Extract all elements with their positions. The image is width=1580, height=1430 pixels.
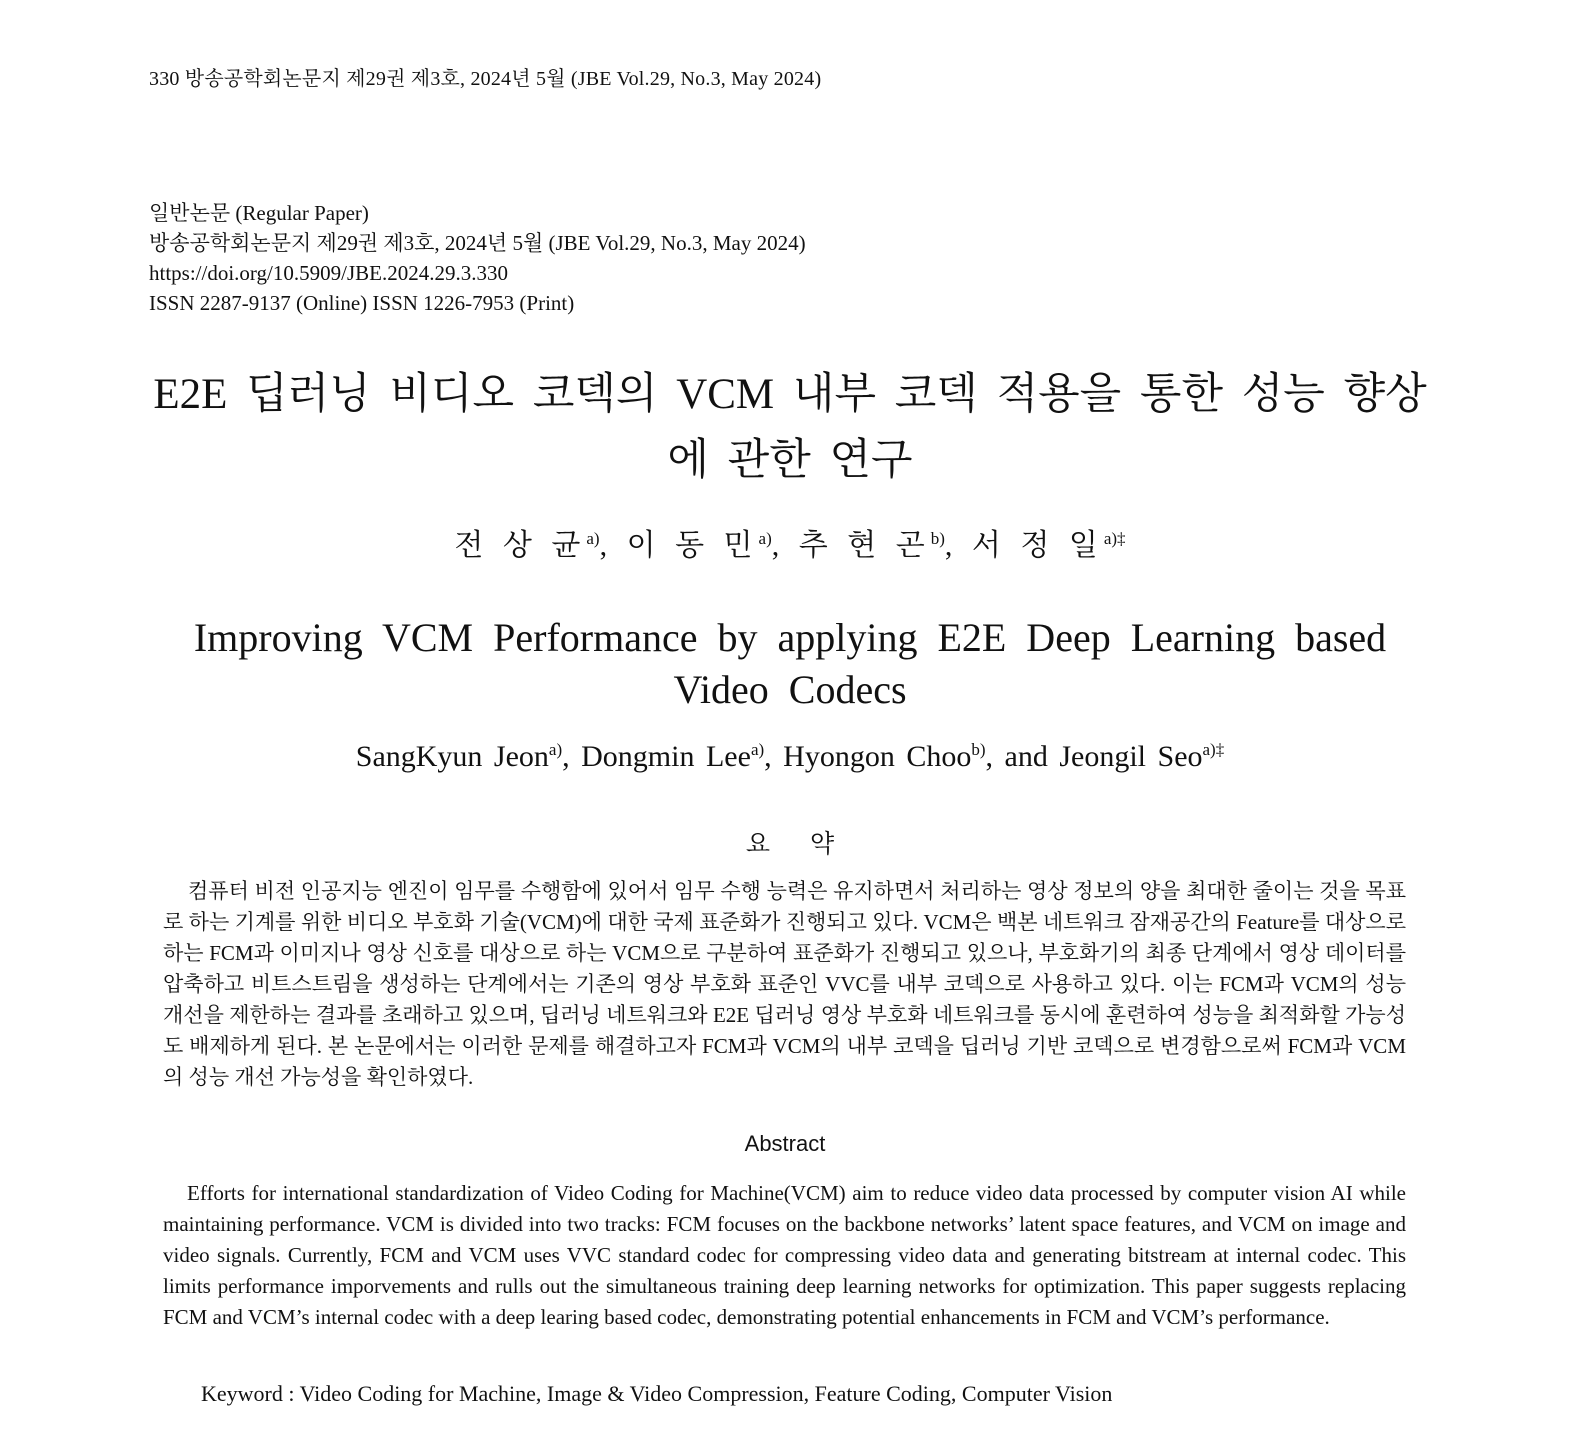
author-ko-4-affiliation: a)‡ (1103, 529, 1126, 548)
author-en-4: Jeongil Seo (1059, 740, 1203, 773)
author-en-2: Dongmin Lee (581, 740, 751, 773)
author-en-2-affiliation: a) (750, 740, 765, 759)
author-en-3-affiliation: b) (971, 740, 986, 759)
author-ko-3: 추 현 곤 (798, 529, 931, 562)
author-separator: , and (985, 740, 1060, 773)
author-ko-2: 이 동 민 (626, 529, 759, 562)
author-separator: , (944, 529, 972, 562)
abstract-korean: 컴퓨터 비전 인공지능 엔진이 임무를 수행함에 있어서 임무 수행 능력은 유지하면서 처리하는 영상 정보의 양을 최대한 줄이는 것을 목표로 하는 기계를 위한 비디오 부호화 기술(VCM)에 대한 국제 표준화가 진행되고 있다. VCM은 백본 네트워크 잠재공간의 Feature를 대상으로 하는 FCM과 이미지나 영상 신호를 대상으로 하는 VCM으로 구분하여 표준화가 진행되고 있으나, 부호화기의 최종 단계에서 영상 데이터를 압축하고 비트스트림을 생성하는 단계에서는 기존의 영상 부호화 표준인 VVC를 내부 코덱으로 사용하고 있다. 이는 FCM과 VCM의 성능 개선을 제한하는 결과를 초래하고 있으며, 딥러닝 네트워크와 E2E 딥러닝 영상 부호화 네트워크를 동시에 훈련하여 성능을 최적화할 가능성도 배제하게 된다. 본 논문에서는 이러한 문제를 해결하고자 FCM과 VCM의 내부 코덱을 딥러닝 기반 코덱으로 변경함으로써 FCM과 VCM의 성능 개선 가능성을 확인하였다. (163, 879, 1406, 1089)
journal-citation: 방송공학회논문지 제29권 제3호, 2024년 5월 (JBE Vol.29, No.3, May 2024) (149, 231, 806, 255)
summary-heading-korean: 요약 (745, 831, 875, 858)
author-ko-1: 전 상 균 (454, 529, 587, 562)
author-separator: , (771, 529, 799, 562)
abstract-english: Efforts for international standardization of Video Coding for Machine(VCM) aim to reduce video data processed by computer vision AI while maintaining performance. VCM is divided into two tracks: FCM focuses on the backbone networks’ latent space features, and VCM on image and video signals. Currently, FCM and VCM uses VVC standard codec for compressing video data and generating bitstream at internal codec. This limits performance imporvements and rulls out the simultaneous training deep learning networks for optimization. This paper suggests replacing FCM and VCM’s internal codec with a deep learing based codec, demonstrating potential enhancements in FCM and VCM’s performance. (163, 1181, 1406, 1329)
issn: ISSN 2287-9137 (Online) ISSN 1226-7953 (Print) (149, 291, 575, 315)
author-en-4-affiliation: a)‡ (1202, 740, 1225, 759)
running-header: 330 방송공학회논문지 제29권 제3호, 2024년 5월 (JBE Vol.29, No.3, May 2024) (149, 68, 822, 90)
author-en-1: SangKyun Jeon (355, 740, 549, 773)
author-ko-2-affiliation: a) (758, 529, 772, 548)
abstract-heading: Abstract (744, 1131, 826, 1156)
author-separator: , (562, 740, 582, 773)
author-en-1-affiliation: a) (548, 740, 563, 759)
author-separator: , (764, 740, 784, 773)
doi-link[interactable]: https://doi.org/10.5909/JBE.2024.29.3.330 (149, 261, 508, 285)
authors-korean (150, 520, 1430, 564)
author-en-3: Hyongon Choo (783, 740, 972, 773)
title-english: Improving VCM Performance by applying E2E Deep Learning based Video Codecs (193, 615, 1387, 712)
paper-metadata (149, 198, 806, 318)
authors-english (150, 740, 1430, 774)
author-ko-1-affiliation: a) (586, 529, 600, 548)
title-korean: E2E 딥러닝 비디오 코덱의 VCM 내부 코덱 적용을 통한 성능 향상에 관한 연구 (153, 371, 1427, 484)
author-separator: , (599, 529, 627, 562)
paper-type: 일반논문 (Regular Paper) (149, 201, 369, 225)
author-ko-3-affiliation: b) (930, 529, 945, 548)
author-ko-4: 서 정 일 (971, 529, 1104, 562)
keywords: Keyword : Video Coding for Machine, Image & Video Compression, Feature Coding, Computer Vision (201, 1381, 1113, 1406)
